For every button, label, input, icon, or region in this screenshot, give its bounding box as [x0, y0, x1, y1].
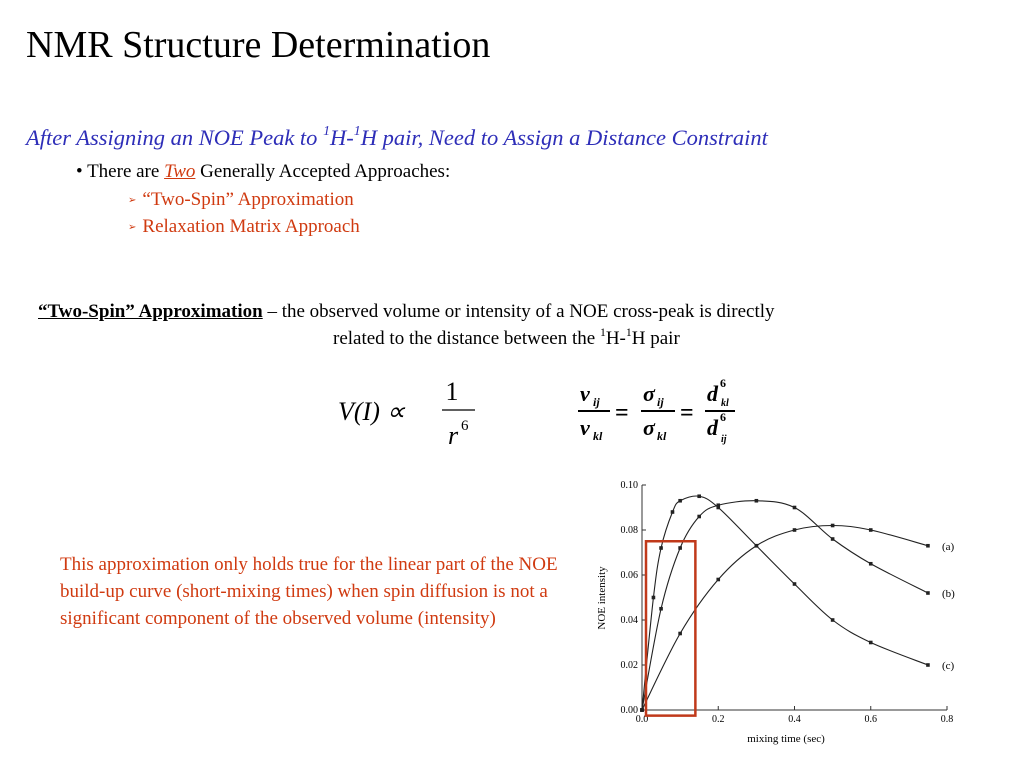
bullet-prefix: There are	[87, 161, 165, 182]
series-label: (a)	[941, 540, 955, 553]
x-tick-label: 0.2	[712, 714, 725, 725]
x-tick-label: 0.6	[864, 714, 877, 725]
data-point	[697, 515, 701, 519]
y-tick-label: 0.02	[620, 660, 638, 671]
list-item-two-spin	[128, 188, 354, 213]
data-point	[926, 663, 930, 667]
equation-ratio	[575, 375, 765, 455]
y-tick-label: 0.06	[620, 570, 638, 581]
eq-kl-sub-1: kl	[593, 429, 603, 443]
eq-kl-sub-2: kl	[657, 429, 667, 443]
data-point	[716, 578, 720, 582]
data-point	[678, 546, 682, 550]
bullet-approaches	[76, 160, 450, 184]
data-point	[793, 528, 797, 532]
definition-sup1: 1	[599, 325, 606, 339]
list-item-label: Relaxation Matrix Approach	[142, 216, 360, 237]
data-point	[926, 544, 930, 548]
eq-ij-sub-2: ij	[657, 395, 664, 409]
list-item-relaxation-matrix	[128, 215, 360, 240]
data-point	[659, 607, 663, 611]
series-label: (b)	[941, 588, 955, 600]
subtitle-sup1: 1	[323, 124, 331, 140]
data-point	[831, 524, 835, 528]
x-tick-label: 0.4	[788, 714, 801, 725]
subtitle-part3: H pair, Need to Assign a Distance Constraint	[360, 125, 768, 150]
eq-v-ij: v	[580, 381, 590, 406]
y-axis-label: NOE intensity	[596, 566, 608, 630]
subtitle-part1: After Assigning an NOE Peak to	[26, 125, 324, 150]
data-point	[659, 546, 663, 550]
linear-region-highlight	[646, 541, 695, 715]
equation-proportionality	[330, 370, 490, 455]
series-line-2	[642, 496, 928, 710]
series-line-0	[642, 526, 928, 711]
data-point	[831, 537, 835, 541]
definition-line2-part2: H-	[605, 328, 626, 349]
data-point	[640, 708, 644, 712]
data-point	[652, 596, 656, 600]
data-point	[678, 632, 682, 636]
equation-denominator: r	[448, 421, 459, 450]
data-point	[869, 562, 873, 566]
x-tick-label: 0.8	[940, 714, 954, 725]
eq-ij-sup: 6	[720, 410, 726, 424]
arrow-bullet-icon: ➢	[128, 194, 137, 206]
eq-kl-sub-3: kl	[721, 398, 729, 409]
bullet-dot: •	[76, 161, 83, 182]
eq-v-kl: v	[580, 415, 590, 440]
data-point	[869, 641, 873, 645]
data-point	[755, 544, 759, 548]
approximation-note: This approximation only holds true for the linear part of the NOE build-up curve (short-mixing times) when spin diffusion is not a significant component of the observed volume (intensity)	[60, 554, 558, 629]
definition-line2-part3: H pair	[631, 328, 680, 349]
definition-rest: – the observed volume or intensity of a NOE cross-peak is directly	[262, 301, 775, 322]
series-label: (c)	[941, 660, 955, 672]
definition-term: “Two-Spin” Approximation	[38, 301, 263, 322]
equation-exponent: 6	[461, 418, 469, 434]
data-point	[678, 499, 682, 503]
definition-line2-part1: related to the distance between the	[333, 328, 600, 349]
eq-ij-sub-1: ij	[593, 395, 600, 409]
equation-lhs: V(I) ∝	[338, 397, 405, 426]
chart-series	[640, 494, 955, 715]
eq-d-kl: d	[707, 381, 718, 406]
eq-ij-sub-3: ij	[721, 434, 727, 445]
data-point	[671, 510, 675, 514]
y-tick-label: 0.10	[620, 480, 638, 491]
data-point	[926, 591, 930, 595]
data-point	[793, 506, 797, 510]
series-line-1	[642, 501, 928, 710]
eq-d-ij: d	[707, 415, 718, 440]
data-point	[869, 528, 873, 532]
definition-line2	[333, 327, 680, 351]
list-item-label: “Two-Spin” Approximation	[142, 189, 354, 210]
x-axis-label: mixing time (sec)	[747, 733, 825, 745]
definition-line1	[38, 300, 775, 324]
eq-sigma-ij: σ	[643, 381, 655, 406]
eq-kl-sup: 6	[720, 376, 726, 390]
subtitle-sup2: 1	[353, 124, 361, 140]
subtitle-part2: H-	[330, 125, 354, 150]
subtitle	[26, 124, 768, 152]
data-point	[793, 582, 797, 586]
equation-numerator: 1	[445, 377, 459, 406]
page-title: NMR Structure Determination	[26, 24, 491, 66]
eq-sigma-kl: σ	[643, 415, 655, 440]
eq-equals-1: =	[615, 400, 629, 426]
x-tick-label: 0.0	[635, 714, 649, 725]
data-point	[697, 494, 701, 498]
y-tick-label: 0.08	[620, 525, 638, 536]
bullet-emphasis: Two	[164, 161, 196, 182]
data-point	[831, 618, 835, 622]
y-tick-label: 0.04	[620, 615, 638, 626]
noe-buildup-chart	[585, 470, 985, 755]
bullet-suffix: Generally Accepted Approaches:	[195, 161, 451, 182]
definition-sup2: 1	[625, 325, 632, 339]
y-tick-label: 0.00	[620, 705, 638, 716]
arrow-bullet-icon: ➢	[128, 221, 137, 233]
data-point	[755, 499, 759, 503]
data-point	[716, 506, 720, 510]
eq-equals-2: =	[680, 400, 694, 426]
